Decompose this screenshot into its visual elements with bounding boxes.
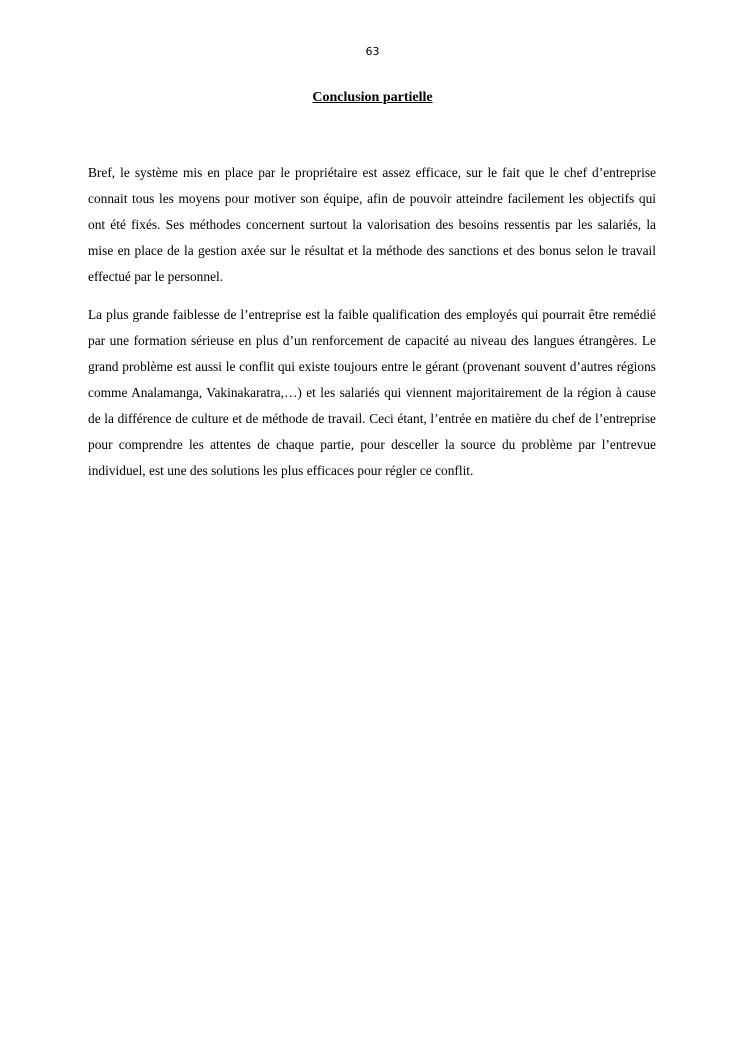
paragraph-1: Bref, le système mis en place par le propriétaire est assez efficace, sur le fait que le chef d’entreprise connait tous les moyens pour motiver son équipe, afin de pouvoir atteindre facilement les objectifs qui ont été fixés. Ses méthodes concernent surtout la valorisation des besoins ressentis par les salariés, la mise en place de la gestion axée sur le résultat et la méthode des sanctions et des bonus selon le travail effectué par le personnel. xyxy=(88,165,656,284)
page-number: 63 xyxy=(365,45,380,58)
paragraph-2: La plus grande faiblesse de l’entreprise est la faible qualification des employés qui pourrait être remédié par une formation sérieuse en plus d’un renforcement de capacité au niveau des langues étrangères. Le grand problème est aussi le conflit qui existe toujours entre le gérant (provenant souvent d’autres régions comme Analamanga, Vakinakaratra,…) et les salariés qui viennent majoritairement de la région à cause de la différence de culture et de méthode de travail. Ceci étant, l’entrée en matière du chef de l’entreprise pour comprendre les attentes de chaque partie, pour desceller la source du problème par l’entrevue individuel, est une des solutions les plus efficaces pour régler ce conflit. xyxy=(88,307,656,478)
section-title: Conclusion partielle xyxy=(312,90,433,105)
